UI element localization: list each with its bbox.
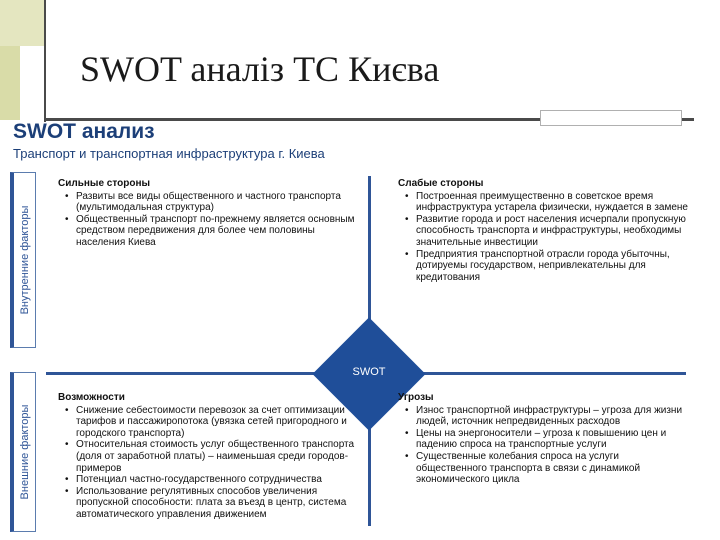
strengths-quadrant	[58, 178, 358, 249]
decorative-square	[0, 0, 46, 46]
swot-heading: SWOT анализ	[13, 120, 155, 143]
list-item: • Потенциал частно-государственного сотрудничества	[76, 474, 358, 486]
decorative-box	[540, 110, 682, 126]
list-item: • Предприятия транспортной отрасли города убыточны, дотируемы государством, непривлекательны для кредитования	[416, 249, 688, 284]
list-item: • Использование регулятивных способов увеличения пропускной способности: плата за въезд в центр, система автоматического управления движением	[76, 486, 358, 521]
weaknesses-quadrant	[398, 178, 688, 283]
threats-quadrant	[398, 392, 688, 486]
list-item: • Развитие города и рост населения исчерпали пропускную способность транспорта и инфраструктуры, необходимы значительные инвестиции	[416, 214, 688, 249]
weaknesses-title: Слабые стороны	[398, 178, 484, 189]
list-item: • Построенная преимущественно в советское время инфраструктура устарела физически, нуждается в замене	[416, 191, 688, 214]
external-factors-text: Внешние факторы	[18, 404, 31, 500]
swot-subtitle: Транспорт и транспортная инфраструктура г. Киева	[13, 146, 325, 161]
list-item: • Существенные колебания спроса на услуги общественного транспорта в связи с динамикой экономического цикла	[416, 451, 688, 486]
opportunities-quadrant	[58, 392, 358, 521]
threats-list	[398, 405, 688, 486]
external-factors-label	[10, 372, 36, 532]
list-item: • Цены на энергоносители – угроза к повышению цен и падению спроса на транспортные услуги	[416, 428, 688, 451]
decorative-vertical-line	[44, 0, 46, 122]
strengths-list	[58, 191, 358, 249]
list-item: • Относительная стоимость услуг общественного транспорта (доля от заработной платы) – наименьшая среди городов-примеров	[76, 439, 358, 474]
list-item: • Общественный транспорт по-прежнему является основным средством передвижения для более чем половины населения Киева	[76, 214, 358, 249]
internal-factors-label	[10, 172, 36, 348]
threats-title: Угрозы	[398, 392, 434, 403]
opportunities-list	[58, 405, 358, 521]
list-item: • Развиты все виды общественного и частного транспорта (мультимодальная структура)	[76, 191, 358, 214]
weaknesses-list	[398, 191, 688, 284]
strengths-title: Сильные стороны	[58, 178, 151, 189]
slide-title: SWOT аналіз ТС Києва	[80, 49, 440, 89]
list-item: • Снижение себестоимости перевозок за счет оптимизации тарифов и пассажиропотока (увязка сетей пригородного и городского транспорта)	[76, 405, 358, 440]
list-item: • Износ транспортной инфраструктуры – угроза для жизни людей, источник непредвиденных расходов	[416, 405, 688, 428]
swot-center-label: SWOT	[352, 366, 386, 378]
internal-factors-text: Внутренние факторы	[18, 205, 31, 315]
opportunities-title: Возможности	[58, 392, 125, 403]
